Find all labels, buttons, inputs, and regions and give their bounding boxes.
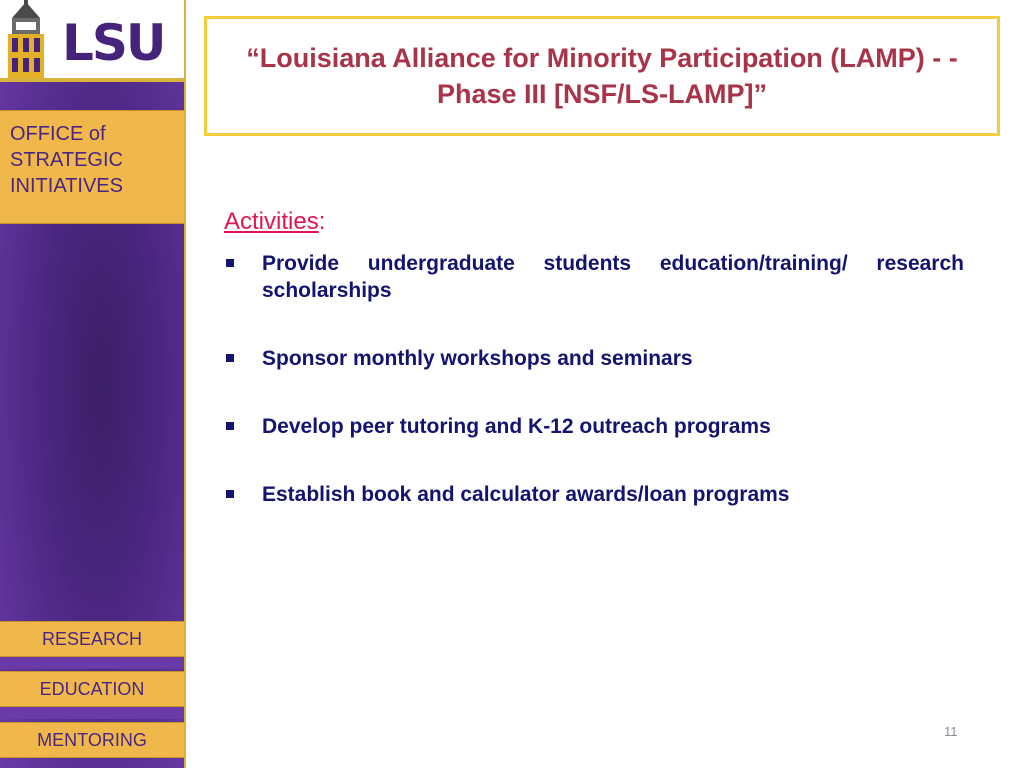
office-line: STRATEGIC (10, 149, 123, 171)
activities-heading (224, 208, 325, 236)
office-line: OFFICE of (10, 123, 106, 145)
square-bullet-icon (226, 422, 234, 430)
divider (0, 657, 184, 669)
list-item-text: Provide undergraduate students education/training/ research scholarships (262, 252, 964, 302)
activities-heading-colon: : (318, 208, 326, 235)
tower-logo-icon (2, 0, 58, 78)
square-bullet-icon (226, 354, 234, 362)
lsu-logo-text: LSU (62, 14, 165, 72)
slide-title: “Louisiana Alliance for Minority Participation (LAMP) - - Phase III [NSF/LS-LAMP]” (246, 43, 958, 109)
square-bullet-icon (226, 490, 234, 498)
lsu-logo (0, 0, 184, 78)
nav-research-button[interactable]: RESEARCH (0, 621, 184, 657)
nav-education-button[interactable]: EDUCATION (0, 671, 184, 707)
office-label (0, 110, 184, 224)
list-item-text: Establish book and calculator awards/loan programs (262, 483, 790, 506)
office-line: INITIATIVES (10, 175, 123, 197)
list-item-text: Develop peer tutoring and K-12 outreach programs (262, 415, 771, 438)
list-item (224, 481, 964, 508)
divider (0, 78, 184, 82)
title-box (204, 16, 1000, 136)
page-number: 11 (944, 724, 958, 739)
activities-heading-word: Activities (224, 208, 319, 235)
list-item (224, 250, 964, 304)
square-bullet-icon (226, 259, 234, 267)
sidebar (0, 0, 186, 768)
list-item (224, 345, 964, 372)
list-item-text: Sponsor monthly workshops and seminars (262, 347, 693, 370)
nav-mentoring-button[interactable]: MENTORING (0, 722, 184, 758)
list-item (224, 413, 964, 440)
divider (0, 707, 184, 719)
